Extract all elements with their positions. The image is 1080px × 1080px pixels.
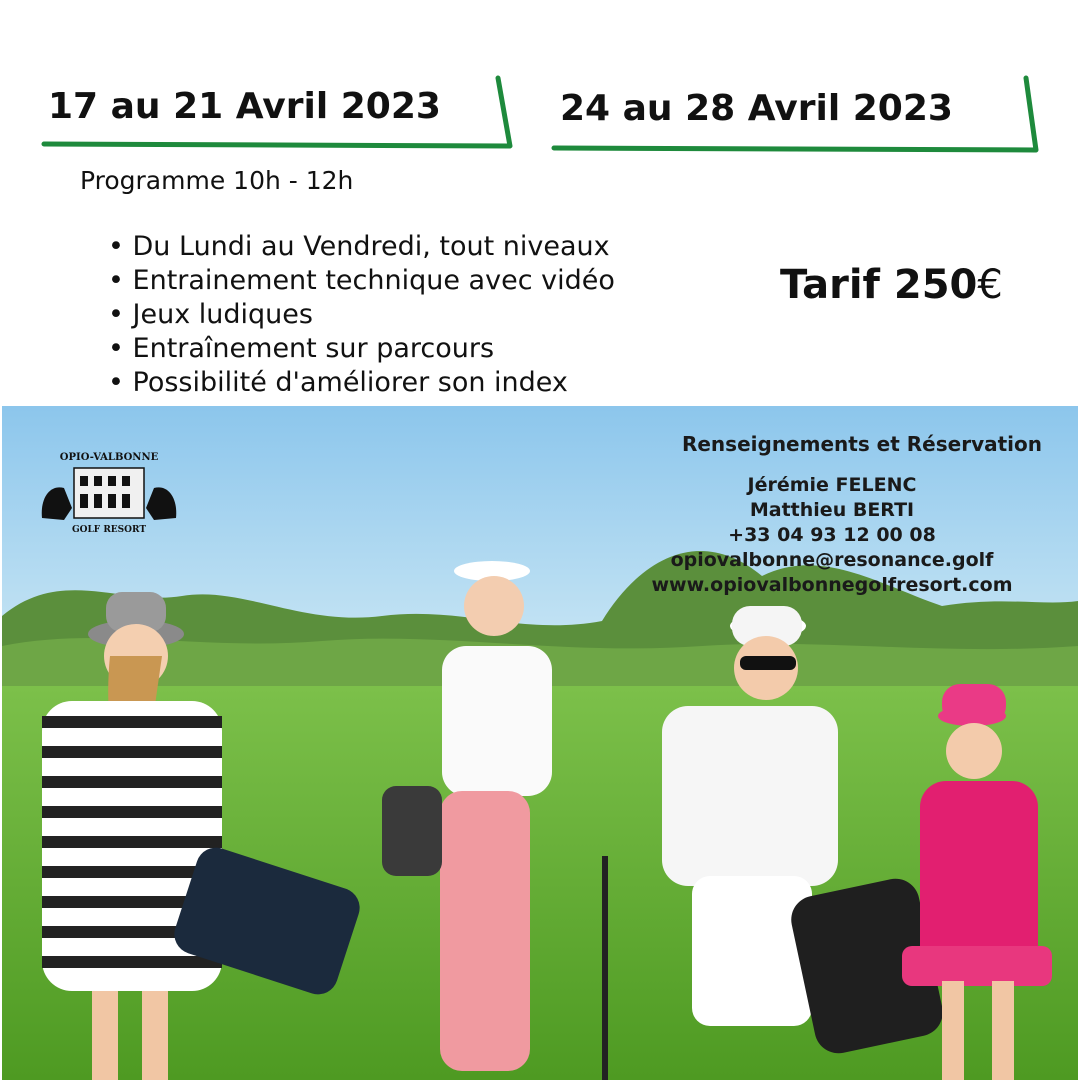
contact-phone[interactable]: +33 04 93 12 00 08 — [728, 524, 936, 546]
list-item: • Entrainement technique avec vidéo — [108, 264, 615, 298]
price-currency: € — [977, 262, 1003, 308]
contact-name: Jérémie FELENC — [747, 474, 917, 496]
contact-website[interactable]: www.opiovalbonnegolfresort.com — [651, 574, 1013, 596]
date-range-1: 17 au 21 Avril 2023 — [48, 86, 441, 127]
contact-email[interactable]: opiovalbonne@resonance.golf — [670, 549, 994, 571]
list-item: • Jeux ludiques — [108, 298, 615, 332]
opio-valbonne-logo — [34, 448, 184, 538]
list-item: • Entraînement sur parcours — [108, 332, 615, 366]
date-1-bracket — [40, 74, 520, 158]
program-hours: Programme 10h - 12h — [80, 166, 354, 195]
logo-top-text: OPIO-VALBONNE — [59, 452, 159, 463]
price-label: Tarif 250 — [780, 262, 978, 308]
date-2-bracket — [548, 74, 1048, 160]
contact-info — [622, 432, 1042, 598]
list-item: • Possibilité d'améliorer son index — [108, 366, 615, 400]
price — [780, 262, 1003, 308]
feature-list — [108, 230, 615, 400]
logo-bottom-text: GOLF RESORT — [71, 525, 147, 535]
contact-name: Matthieu BERTI — [749, 499, 915, 521]
contact-heading: Renseignements et Réservation — [681, 432, 1042, 456]
date-range-2: 24 au 28 Avril 2023 — [560, 88, 953, 129]
list-item: • Du Lundi au Vendredi, tout niveaux — [108, 230, 615, 264]
